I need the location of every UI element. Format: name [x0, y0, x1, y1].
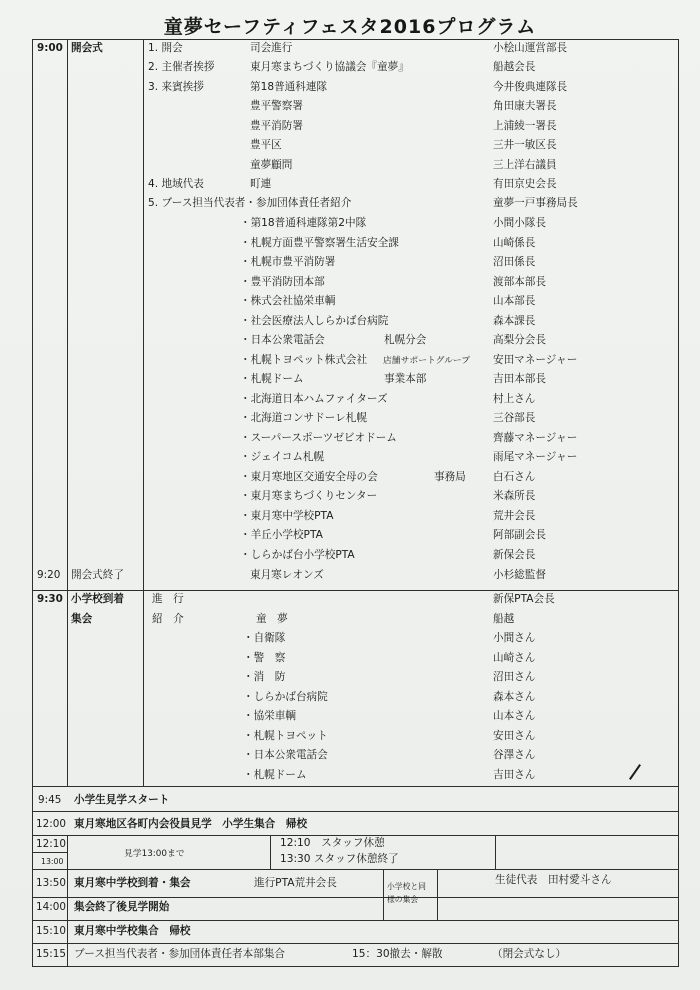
booth-name: ・東月寒中学校PTA [240, 510, 334, 522]
row-4-person: 角田康夫署長 [493, 100, 557, 112]
intro-name: ・日本公衆電話会 [243, 749, 328, 761]
intro-name: ・しらかば台病院 [243, 691, 328, 703]
booth-person: 三谷部長 [493, 412, 536, 424]
booth-person: 米森所長 [493, 490, 536, 502]
intro-person: 谷澤さん [493, 749, 536, 761]
booth-name: ・北海道コンサドーレ札幌 [240, 412, 367, 424]
booth-person: 沼田係長 [493, 256, 536, 268]
row-9-num: 5. ブース担当代表者・参加団体責任者紹介 [148, 197, 352, 209]
row-7-item: 童夢顧問 [250, 159, 293, 171]
booth-person: 村上さん [493, 393, 536, 405]
dismiss: 15：30撤去・解散 [352, 948, 443, 960]
booth-person: 森本課長 [493, 315, 536, 327]
booth-person: 阿部副会長 [493, 529, 546, 541]
intro-name: ・消 防 [243, 671, 286, 683]
intro-label: 紹 介 [152, 613, 184, 625]
booth-name: ・しらかば台小学校PTA [240, 549, 355, 561]
booth-name: ・札幌ドーム [240, 373, 304, 385]
tour-until: 見学13:00まで [124, 849, 185, 859]
intro-name: ・札幌ドーム [243, 769, 307, 781]
row-6-item: 豊平区 [250, 139, 282, 151]
opening-end-label: 開会式終了 [71, 569, 124, 581]
after-assembly: 集会終了後見学開始 [74, 901, 170, 913]
booth-person: 荒井会長 [493, 510, 536, 522]
row-9-person: 童夢一戸事務局長 [493, 197, 578, 209]
row-7-person: 三上洋右議員 [493, 159, 557, 171]
booth-person: 山本部長 [493, 295, 536, 307]
intro-org: 童 夢 [256, 613, 288, 625]
time-1515: 15:15 [36, 948, 66, 960]
row-5-person: 上浦綾一署長 [493, 120, 557, 132]
booth-name: ・スーパースポーツゼビオドーム [240, 432, 397, 444]
host-person: 新保PTA会長 [493, 593, 555, 605]
intro-name: ・協栄車輌 [243, 710, 296, 722]
time-1200: 12:00 [36, 818, 66, 830]
booth-person: 白石さん [493, 471, 536, 483]
time-1210: 12:10 [36, 838, 66, 850]
booth-name: 東月寒レオンズ [250, 569, 324, 581]
row-3-num: 3. 来賓挨拶 [148, 81, 204, 93]
booth-sub: 店舗サポートグループ [383, 356, 471, 366]
time-0930: 9:30 [37, 593, 63, 605]
row-5-item: 豊平消防署 [250, 120, 303, 132]
intro-person: 吉田さん [493, 769, 536, 781]
booth-person: 吉田本部長 [493, 373, 546, 385]
row-1-item: 司会進行 [250, 42, 293, 54]
intro-person: 沼田さん [493, 671, 536, 683]
row-8-num: 4. 地域代表 [148, 178, 204, 190]
break-start: 12:10 スタッフ休憩 [280, 837, 385, 849]
final-gather: ブース担当代表者・参加団体責任者本部集合 [74, 948, 286, 960]
time-0920: 9:20 [37, 569, 61, 581]
row-8-person: 有田京史会長 [493, 178, 557, 190]
same-as-es-2: 様の集会 [387, 895, 419, 904]
time-0900: 9:00 [37, 42, 63, 54]
booth-name: ・社会医療法人しらかば台病院 [240, 315, 389, 327]
booth-name: ・札幌市豊平消防署 [240, 256, 336, 268]
host-label: 進 行 [152, 593, 184, 605]
time-column-rule [67, 39, 68, 786]
booth-name: ・札幌トヨペット株式会社 [240, 354, 368, 366]
time-column-rule-lower [67, 835, 68, 967]
booth-name: ・北海道日本ハムファイターズ [240, 393, 388, 405]
booth-person: 山崎係長 [493, 237, 536, 249]
intro-person: 山本さん [493, 710, 536, 722]
opening-label: 開会式 [71, 42, 103, 54]
booth-sub: 事務局 [434, 471, 466, 483]
row-6-person: 三井一敏区長 [493, 139, 557, 151]
booth-name: ・羊丘小学校PTA [240, 529, 323, 541]
label-column-rule [143, 39, 144, 786]
tour-start: 小学生見学スタート [74, 794, 170, 806]
booth-name: ・東月寒まちづくりセンター [240, 490, 378, 502]
booth-name: ・ジェイコム札幌 [240, 451, 325, 463]
booth-person: 高梨分会長 [493, 334, 546, 346]
booth-name: ・豊平消防団本部 [240, 276, 325, 288]
booth-person: 新保会長 [493, 549, 536, 561]
intro-person: 小間さん [493, 632, 536, 644]
jhs-arrival: 東月寒中学校到着・集会 [74, 877, 191, 889]
elementary-label-1: 小学校到着 [71, 593, 124, 605]
intro-person: 安田さん [493, 730, 536, 742]
row-1-num: 1. 開会 [148, 42, 183, 54]
divider-elementary-end [32, 786, 679, 787]
divider-1210 [32, 869, 679, 870]
page-title: 童夢セーフティフェスタ2016プログラム [163, 16, 537, 38]
intro-org-person: 船越 [493, 613, 515, 625]
row-2-person: 船越会長 [493, 61, 536, 73]
booth-name: ・第18普通科連隊第2中隊 [240, 217, 367, 229]
booth-person: 安田マネージャー [493, 354, 578, 366]
booth-name: ・日本公衆電話会 [240, 334, 325, 346]
divider-1400 [32, 920, 679, 921]
booth-person: 渡部本部長 [493, 276, 546, 288]
row-4-item: 豊平警察署 [250, 100, 303, 112]
cell-rule-1350-a [383, 869, 384, 920]
elementary-label-2: 集会 [71, 613, 93, 625]
row-2-num: 2. 主催者挨拶 [148, 61, 215, 73]
row-3-item: 第18普通科連隊 [250, 81, 328, 93]
divider-opening-end [32, 590, 679, 591]
booth-sub: 札幌分会 [384, 334, 427, 346]
booth-person: 雨尾マネージャー [493, 451, 578, 463]
time-1300: 13:00 [41, 857, 64, 866]
intro-person: 森本さん [493, 691, 536, 703]
divider-1300-sub [32, 852, 67, 853]
booth-name: ・株式会社協栄車輌 [240, 295, 336, 307]
row-1-person: 小桧山運営部長 [493, 42, 568, 54]
cell-rule-1210-b [495, 835, 496, 869]
officers-tour: 東月寒地区各町内会役員見学 小学生集合 帰校 [74, 818, 308, 830]
break-end: 13:30 スタッフ休憩終了 [280, 853, 399, 865]
booth-person: 齊藤マネージャー [493, 432, 578, 444]
booth-sub: 事業本部 [384, 373, 427, 385]
divider-1350 [32, 897, 679, 898]
row-2-item: 東月寒まちづくり協議会『童夢』 [250, 61, 409, 73]
divider-0945 [32, 811, 679, 812]
booth-person: 小杉総監督 [493, 569, 546, 581]
no-closing: （閉会式なし） [492, 948, 567, 960]
same-as-es-1: 小学校と同 [387, 882, 426, 891]
student-rep: 生徒代表 田村愛斗さん [495, 874, 612, 886]
cell-rule-1210-a [270, 835, 271, 869]
time-1400: 14:00 [36, 901, 66, 913]
intro-name: ・自衛隊 [243, 632, 286, 644]
intro-person: 山崎さん [493, 652, 536, 664]
row-3-person: 今井俊典連隊長 [493, 81, 568, 93]
cell-rule-1350-b [437, 869, 438, 920]
booth-name: ・東月寒地区交通安全母の会 [240, 471, 378, 483]
time-0945: 9:45 [38, 794, 62, 806]
divider-1510 [32, 943, 679, 944]
booth-person: 小間小隊長 [493, 217, 546, 229]
jhs-host: 進行PTA荒井会長 [254, 877, 337, 889]
row-8-item: 町連 [250, 178, 272, 190]
time-1350: 13:50 [36, 877, 66, 889]
intro-name: ・札幌トヨペット [243, 730, 328, 742]
intro-name: ・警 察 [243, 652, 286, 664]
jhs-gather: 東月寒中学校集合 帰校 [74, 925, 191, 937]
booth-name: ・札幌方面豊平警察署生活安全課 [240, 237, 399, 249]
time-1510: 15:10 [36, 925, 66, 937]
